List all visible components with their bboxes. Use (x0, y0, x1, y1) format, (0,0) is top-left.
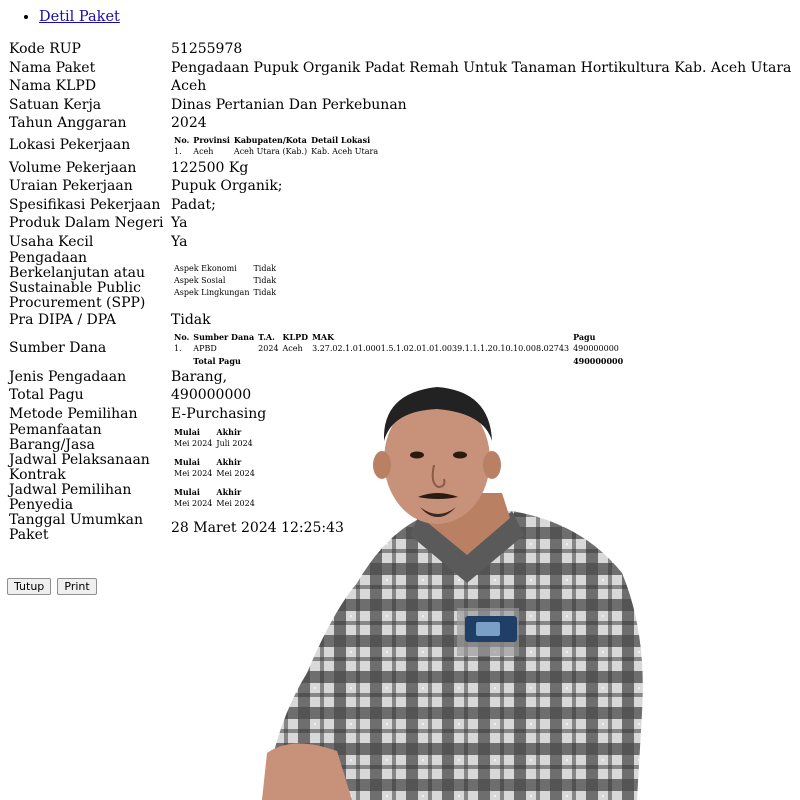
button-bar (7, 575, 98, 595)
label-pemanfaatan: Pemanfaatan Barang/Jasa (9, 422, 102, 453)
lokasi-table (172, 134, 380, 158)
nav-item (39, 9, 120, 25)
value-nama-klpd: Aceh (171, 78, 207, 94)
spp-row (172, 263, 278, 275)
lokasi-data-row (172, 146, 380, 158)
pemilihan-header: Akhir (216, 487, 242, 497)
label-pdn: Produk Dalam Negeri (9, 215, 164, 231)
sumber-dana-table (172, 331, 625, 367)
label-tanggal: Tanggal Umumkan Paket (9, 512, 144, 543)
pemanfaatan-cell: Mei 2024 (174, 439, 213, 448)
value-volume: 122500 Kg (171, 159, 249, 176)
pemanfaatan-header: Akhir (216, 427, 242, 437)
pemanfaatan-cell: Juli 2024 (216, 439, 253, 448)
sumber-dana-header: No. (174, 331, 190, 342)
value-nama-paket: Pengadaan Pupuk Organik Padat Remah Untuk Tanaman Hortikultura Kab. Aceh Utara (171, 59, 792, 76)
label-metode: Metode Pemilihan (9, 405, 138, 422)
label-spp: Pengadaan Berkelanjutan atau Sustainable Public Procurement (SPP) (9, 250, 146, 311)
lokasi-header: Kabupaten/Kota (233, 134, 307, 145)
label-tahun-anggaran: Tahun Anggaran (9, 115, 127, 131)
value-jenis: Barang, (171, 368, 228, 385)
sumber-dana-cell: 3.27.02.1.01.0001.5.1.02.01.01.0039.1.1.1.20.10.10.008.02743 (312, 343, 570, 353)
sumber-dana-total-label: Total Pagu (193, 355, 241, 366)
spp-aspek: Aspek Ekonomi (174, 264, 237, 273)
label-kode-rup: Kode RUP (9, 41, 81, 57)
lokasi-cell: 1. (174, 146, 182, 156)
value-uraian: Pupuk Organik; (171, 178, 283, 194)
sumber-dana-cell: 490000000 (573, 343, 619, 353)
label-sumber-dana: Sumber Dana (9, 340, 107, 357)
row-nama-klpd (7, 77, 791, 96)
label-total-pagu: Total Pagu (9, 387, 84, 403)
row-usaha-kecil (7, 233, 791, 252)
spp-value: Tidak (253, 264, 277, 273)
label-pemilihan: Jadwal Pemilihan Penyedia (9, 482, 132, 513)
lokasi-header: Provinsi (193, 134, 230, 145)
row-satuan-kerja (7, 96, 791, 115)
value-lokasi (169, 133, 791, 159)
lokasi-header: Detail Lokasi (311, 134, 371, 145)
spp-row (172, 287, 278, 299)
label-usaha-kecil: Usaha Kecil (9, 233, 94, 250)
pemanfaatan-header: Mulai (174, 427, 200, 437)
person-photo (262, 383, 662, 800)
sumber-dana-cell: 1. (174, 343, 182, 353)
row-pdn (7, 214, 791, 233)
lokasi-cell: Kab. Aceh Utara (311, 146, 379, 156)
sumber-dana-cell: APBD (193, 343, 217, 353)
value-pra-dipa: Tidak (171, 312, 211, 328)
detil-paket-link[interactable]: Detil Paket (39, 9, 120, 25)
pemilihan-table (172, 486, 257, 510)
sumber-dana-data-row (172, 343, 625, 355)
spp-aspek: Aspek Lingkungan (174, 288, 250, 297)
label-pra-dipa: Pra DIPA / DPA (9, 312, 116, 328)
row-spp (7, 251, 791, 311)
row-kode-rup (7, 40, 791, 59)
spp-value: Tidak (253, 288, 277, 297)
label-spesifikasi: Spesifikasi Pekerjaan (9, 196, 161, 213)
value-tahun-anggaran: 2024 (171, 115, 207, 131)
label-satuan-kerja: Satuan Kerja (9, 96, 102, 113)
spp-table (172, 263, 278, 299)
row-nama-paket (7, 59, 791, 78)
value-spesifikasi: Padat; (171, 196, 216, 213)
pelaksanaan-cell: Mei 2024 (174, 469, 213, 478)
pelaksanaan-table (172, 456, 257, 480)
pemilihan-header: Mulai (174, 487, 200, 497)
lokasi-header: No. (174, 134, 190, 145)
label-nama-klpd: Nama KLPD (9, 78, 97, 94)
spp-aspek: Aspek Sosial (174, 276, 226, 285)
value-total-pagu: 490000000 (171, 387, 252, 403)
pemilihan-cell: Mei 2024 (216, 499, 255, 508)
sumber-dana-header: MAK (312, 331, 335, 342)
value-usaha-kecil: Ya (171, 233, 188, 250)
label-nama-paket: Nama Paket (9, 59, 96, 76)
row-spesifikasi (7, 196, 791, 215)
sumber-dana-header: KLPD (282, 331, 309, 342)
row-lokasi (7, 133, 791, 159)
pemilihan-cell: Mei 2024 (174, 499, 213, 508)
label-lokasi: Lokasi Pekerjaan (9, 137, 131, 154)
value-kode-rup: 51255978 (171, 41, 243, 57)
sumber-dana-header: T.A. (258, 331, 275, 342)
sumber-dana-total-row (172, 355, 625, 367)
pemanfaatan-table (172, 426, 255, 450)
label-uraian: Uraian Pekerjaan (9, 178, 133, 194)
nav-list (20, 9, 120, 25)
row-pra-dipa (7, 311, 791, 330)
sumber-dana-header: Pagu (573, 331, 596, 342)
lokasi-cell: Aceh (193, 146, 214, 156)
label-volume: Volume Pekerjaan (9, 159, 137, 176)
value-tanggal: 28 Maret 2024 12:25:43 (171, 519, 344, 536)
sumber-dana-cell: 2024 (258, 343, 279, 353)
row-uraian (7, 177, 791, 196)
row-volume (7, 159, 791, 178)
label-pelaksanaan: Jadwal Pelaksanaan Kontrak (9, 452, 150, 483)
sumber-dana-header-row (172, 331, 625, 343)
row-tahun-anggaran (7, 114, 791, 133)
value-spp (169, 251, 791, 311)
pelaksanaan-cell: Mei 2024 (216, 469, 255, 478)
spp-row (172, 275, 278, 287)
sumber-dana-header: Sumber Dana (193, 331, 255, 342)
sumber-dana-cell: Aceh (282, 343, 303, 353)
lokasi-header-row (172, 134, 380, 146)
sumber-dana-total-value: 490000000 (573, 355, 624, 366)
pelaksanaan-header: Akhir (216, 457, 242, 467)
label-jenis: Jenis Pengadaan (9, 368, 127, 385)
lokasi-cell: Aceh Utara (Kab.) (233, 146, 308, 156)
value-satuan-kerja: Dinas Pertanian Dan Perkebunan (171, 96, 407, 113)
close-button[interactable]: Tutup (7, 578, 51, 595)
spp-value: Tidak (253, 276, 277, 285)
print-button[interactable]: Print (57, 578, 96, 595)
value-sumber-dana (169, 330, 791, 368)
row-sumber-dana (7, 330, 791, 368)
pelaksanaan-header: Mulai (174, 457, 200, 467)
value-pdn: Ya (171, 215, 188, 231)
value-metode: E-Purchasing (171, 405, 267, 422)
